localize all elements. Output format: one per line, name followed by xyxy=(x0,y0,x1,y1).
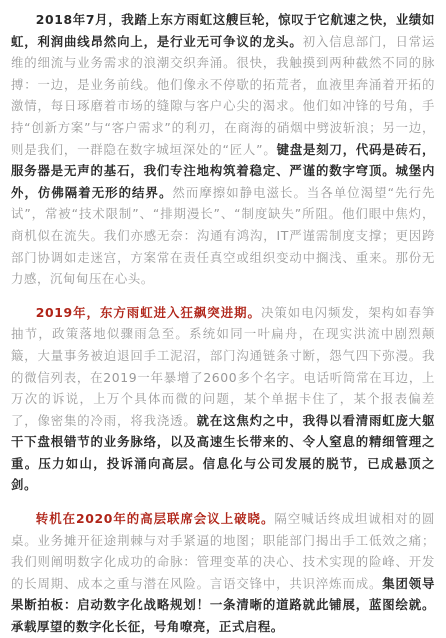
highlight-2020-heading: 转机在2020年的高层联席会议上破晓。 xyxy=(35,511,275,527)
department-description-text: 初入信息部门，日常运维的细流与业务需求的浪潮交织奔涌。很快，我触摸到两种截然不同的脉搏：一边，是业务前线。他们像永不停歇的拓荒者，血液里奔涌着开拓的激情，每日琢磨着市场的缝隙与客户心尖的渴求。他们如冲锋的号角，手持“创新方案”与“客户需求”的利刃，在商海的硝烟中劈波斩浪；另一边，则是我们，一群隐在数字城垣深处的“匠人”。 xyxy=(11,33,436,157)
decision-bold-text: 集团领导果断拍板：启动数字化战略规划！一条清晰的道路就此铺展，蓝图绘就。承载厚望的数字化长征，号角嘹亮，正式启程。 xyxy=(11,575,435,635)
friction-description-text: 然而摩擦如静电滋长。当各单位渴望“先行先试”，常被“技术限制”、“排期漫长”、“制度缺失”所阻。他们眼中焦灼，商机似在流失。我们亦感无奈：沟通有鸿沟，IT严谨需制度支撑；更因跨部门协调如走迷宫，方案常在责任真空或组织变动中搁浅、重来。那份无力感，沉甸甸压在心头。 xyxy=(11,184,436,287)
insight-bold-text: 就在这焦灼之中，我得以看清雨虹庞大躯干下盘根错节的业务脉络，以及高速生长带来的、令人窒息的精细管理之重。压力如山，投诉涌向高层。信息化与公司发展的脱节，已成悬顶之剑。 xyxy=(11,412,435,493)
meeting-description-text: 隔空喊话终成坦诚相对的圆桌。业务摊开征途荆棘与对手紧逼的地图；职能部门揭出手工低效之痛；我们则阐明数字化成功的命脉：管理变革的决心、技术实现的险峰、开发的长周期、成本之重与潜在风险。言语交锋中，共识淬炼而成。 xyxy=(11,511,436,591)
paragraph-2018 xyxy=(11,9,435,290)
paragraph-2019 xyxy=(11,302,435,496)
growth-description-text: 决策如电闪频发，架构如春笋抽节，政策落地似骤雨急至。系统如同一叶扁舟，在现实洪流中剧烈颠簸，大量事务被迫退回手工泥沼，部门沟通链条寸断，怨气四下弥漫。我的微信列表，在2019一年暴增了2600多个名字。电话听筒常在耳边，上万次的诉说，上万个具体而微的问题，某个单据卡住了，某个报表偏差了，像密集的冷雨，将我浇透。 xyxy=(11,304,435,428)
craftsman-bold-text: 键盘是刻刀，代码是砖石，服务器是无声的基石，我们专注地构筑着稳定、严谨的数字穹顶。城堡内外，仿佛隔着无形的结界。 xyxy=(11,141,435,200)
intro-bold-text: 2018年7月，我踏上东方雨虹这艘巨轮，惊叹于它航速之快，业绩如虹，利润曲线昂然向上，是行业无可争议的龙头。 xyxy=(11,12,435,49)
highlight-2019-heading: 2019年，东方雨虹进入狂飙突进期。 xyxy=(35,304,261,320)
paragraph-2020 xyxy=(11,508,435,638)
